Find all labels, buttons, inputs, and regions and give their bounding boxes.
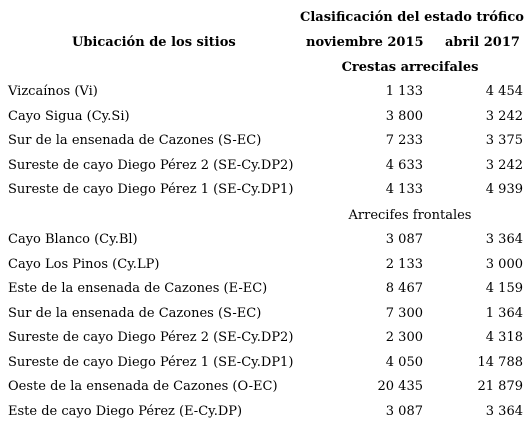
value-nov-2015: 7 233 — [385, 133, 423, 148]
site-column-header: Ubicación de los sitios — [72, 35, 236, 50]
value-nov-2015: 4 133 — [385, 182, 423, 197]
table-row — [8, 306, 523, 326]
table-row — [8, 257, 523, 277]
value-nov-2015: 20 435 — [377, 379, 423, 394]
value-nov-2015: 4 633 — [385, 157, 423, 173]
table-row — [8, 133, 523, 153]
value-nov-2015: 8 467 — [385, 281, 423, 296]
value-apr-2017: 1 364 — [485, 305, 523, 321]
value-nov-2015: 1 133 — [385, 84, 423, 99]
site-name: Cayo Blanco (Cy.Bl) — [8, 232, 138, 247]
site-name: Sureste de cayo Diego Pérez 1 (SE-Cy.DP1) — [8, 354, 294, 370]
col-nov-2015-header: noviembre 2015 — [306, 35, 424, 50]
value-nov-2015: 3 087 — [385, 232, 423, 247]
table-row — [8, 109, 523, 129]
value-apr-2017: 3 375 — [485, 133, 523, 148]
value-apr-2017: 4 939 — [485, 182, 523, 197]
table-row — [8, 158, 523, 178]
site-name: Oeste de la ensenada de Cazones (O-EC) — [8, 379, 278, 394]
value-apr-2017: 3 364 — [485, 403, 523, 419]
group-title: Clasificación del estado trófico — [300, 10, 524, 25]
value-apr-2017: 4 318 — [485, 330, 523, 345]
site-name: Cayo Los Pinos (Cy.LP) — [8, 256, 160, 272]
col-apr-2017-header: abril 2017 — [445, 35, 520, 50]
value-apr-2017: 3 242 — [485, 157, 523, 173]
value-nov-2015: 3 087 — [385, 403, 423, 419]
table-row — [8, 404, 523, 424]
table-row — [8, 330, 523, 350]
value-apr-2017: 4 159 — [485, 281, 523, 296]
site-name: Este de cayo Diego Pérez (E-Cy.DP) — [8, 403, 243, 419]
site-name: Sur de la ensenada de Cazones (S-EC) — [8, 133, 262, 148]
value-apr-2017: 21 879 — [477, 379, 523, 394]
site-name: Este de la ensenada de Cazones (E-EC) — [8, 281, 268, 296]
table-row — [8, 281, 523, 301]
site-name: Sureste de cayo Diego Pérez 2 (SE-Cy.DP2) — [8, 330, 294, 345]
table-row — [8, 355, 523, 375]
section-title-arrecifes: Arrecifes frontales — [348, 208, 472, 223]
site-name: Vizcaínos (Vi) — [8, 84, 98, 99]
site-name: Sureste de cayo Diego Pérez 1 (SE-Cy.DP1) — [8, 182, 294, 197]
section-title-crestas: Crestas arrecifales — [341, 60, 479, 75]
site-name: Sur de la ensenada de Cazones (S-EC) — [8, 305, 262, 321]
table-row — [8, 84, 523, 104]
site-name: Sureste de cayo Diego Pérez 2 (SE-Cy.DP2) — [8, 157, 294, 173]
value-apr-2017: 14 788 — [477, 354, 523, 370]
value-apr-2017: 4 454 — [485, 84, 523, 99]
value-nov-2015: 2 133 — [385, 256, 423, 272]
value-nov-2015: 7 300 — [385, 305, 423, 321]
table-row — [8, 232, 523, 252]
value-nov-2015: 3 800 — [385, 108, 423, 124]
value-apr-2017: 3 000 — [485, 256, 523, 272]
table-row — [8, 379, 523, 399]
site-name: Cayo Sigua (Cy.Si) — [8, 108, 130, 124]
table-row — [8, 182, 523, 202]
value-nov-2015: 4 050 — [385, 354, 423, 370]
value-apr-2017: 3 364 — [485, 232, 523, 247]
value-apr-2017: 3 242 — [485, 108, 523, 124]
value-nov-2015: 2 300 — [385, 330, 423, 345]
